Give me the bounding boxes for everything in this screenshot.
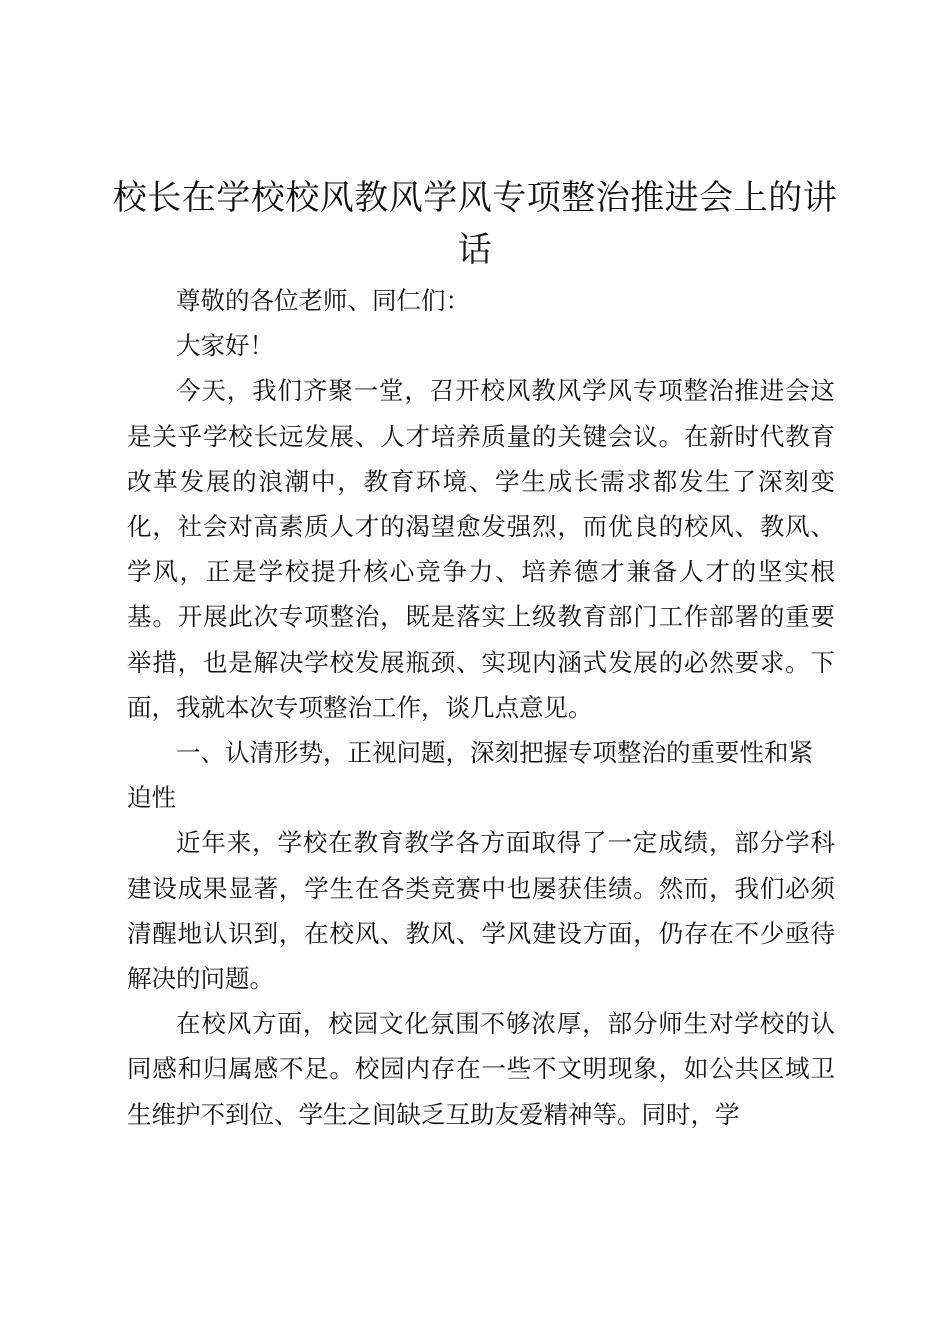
section-heading-1: 一、认清形势，正视问题，深刻把握专项整治的重要性和紧迫性 <box>127 738 813 813</box>
body-paragraph: 近年来，学校在教育教学各方面取得了一定成绩，部分学科建设成果显著，学生在各类竞赛中也屡获佳绩。然而，我们必须清醒地认识到，在校风、教风、学风建设方面，仍存在不少亟待解决的问题。 <box>127 828 835 994</box>
greeting: 大家好！ <box>176 331 274 361</box>
salutation: 尊敬的各位老师、同仁们： <box>176 286 470 315</box>
body-paragraph: 在校风方面，校园文化氛围不够浓厚，部分师生对学校的认同感和归属感不足。校园内存在一些不文明现象，如公共区域卫生维护不到位、学生之间缺乏互助友爱精神等。同时，学 <box>127 1009 835 1129</box>
document-title: 校长在学校校风教风学风专项整治推进会上的讲话 <box>112 178 838 270</box>
document-body <box>127 278 835 1137</box>
intro-paragraph: 今天，我们齐聚一堂，召开校风教风学风专项整治推进会这是关乎学校长远发展、人才培养质量的关键会议。在新时代教育改革发展的浪潮中，教育环境、学生成长需求都发生了深刻变化，社会对高素质人才的渴望愈发强烈，而优良的校风、教风、学风，正是学校提升核心竞争力、培养德才兼备人才的坚实根基。开展此次专项整治，既是落实上级教育部门工作部署的重要举措，也是解决学校发展瓶颈、实现内涵式发展的必然要求。下面，我就本次专项整治工作，谈几点意见。 <box>127 376 835 722</box>
